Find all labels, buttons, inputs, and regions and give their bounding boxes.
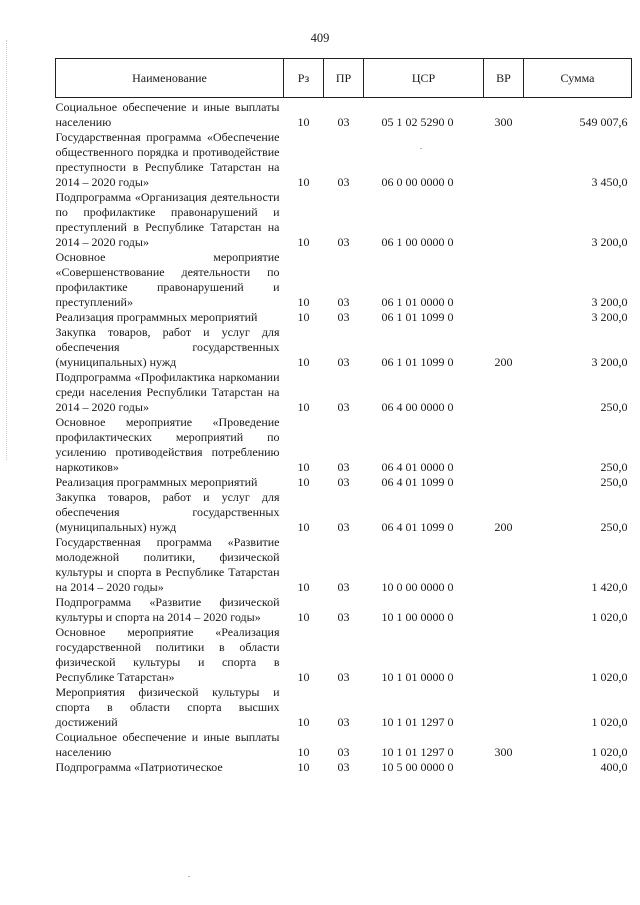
cell-vr [484, 250, 524, 310]
cell-vr: 300 [494, 745, 513, 759]
cell-rz: 10 [297, 310, 310, 324]
header-sum: Сумма [524, 59, 632, 98]
cell-pr: 03 [337, 400, 350, 414]
cell-pr: 03 [337, 310, 350, 324]
cell-sum: 3 200,0 [591, 355, 628, 369]
table-row [56, 98, 632, 131]
cell-rz: 10 [297, 460, 310, 474]
table-row [56, 730, 632, 760]
cell-rz: 10 [297, 475, 310, 489]
cell-pr: 03 [337, 235, 350, 249]
cell-sum: 400,0 [600, 760, 628, 774]
cell-rz: 10 [297, 175, 310, 189]
cell-rz: 10 [297, 670, 310, 684]
cell-rz: 10 [297, 715, 310, 729]
cell-name: Основное мероприятие «Проведение профилактических мероприятий по усилению противодействия потреблению наркотиков» [55, 415, 280, 474]
cell-vr [484, 475, 524, 490]
cell-csr: 10 1 00 0000 0 [381, 610, 454, 624]
cell-csr: 06 4 00 0000 0 [381, 400, 454, 414]
table-row [56, 625, 632, 685]
cell-pr: 03 [337, 760, 350, 774]
cell-csr: 10 1 01 0000 0 [381, 670, 454, 684]
header-rz: Рз [284, 59, 324, 98]
cell-vr [484, 685, 524, 730]
table-row [56, 190, 632, 250]
cell-vr [484, 190, 524, 250]
cell-pr: 03 [337, 520, 350, 534]
cell-name: Закупка товаров, работ и услуг для обеспечения государственных (муниципальных) нужд [55, 325, 280, 369]
cell-sum: 250,0 [600, 460, 628, 474]
cell-sum: 250,0 [600, 475, 628, 489]
table-row [56, 310, 632, 325]
table-row [56, 415, 632, 475]
cell-rz: 10 [297, 115, 310, 129]
cell-pr: 03 [337, 745, 350, 759]
cell-pr: 03 [337, 115, 350, 129]
table-row [56, 595, 632, 625]
cell-vr: 200 [494, 355, 513, 369]
cell-csr: 06 1 01 1099 0 [381, 310, 454, 324]
cell-name: Подпрограмма «Профилактика наркомании среди населения Республики Татарстан на 2014 – 2020 годы» [55, 370, 280, 414]
cell-csr: 06 4 01 1099 0 [381, 475, 454, 489]
table-header-row [56, 59, 632, 98]
cell-sum: 1 020,0 [591, 610, 628, 624]
cell-sum: 3 200,0 [591, 295, 628, 309]
cell-sum: 1 020,0 [591, 715, 628, 729]
cell-name: Подпрограмма «Патриотическое [55, 760, 223, 774]
cell-csr: 06 1 00 0000 0 [381, 235, 454, 249]
cell-name: Социальное обеспечение и иные выплаты населению [55, 100, 280, 129]
header-vr: ВР [484, 59, 524, 98]
table-row [56, 475, 632, 490]
cell-sum: 250,0 [600, 400, 628, 414]
cell-rz: 10 [297, 355, 310, 369]
table-row [56, 325, 632, 370]
cell-sum: 3 200,0 [591, 310, 628, 324]
cell-pr: 03 [337, 460, 350, 474]
cell-vr [484, 535, 524, 595]
cell-name: Мероприятия физической культуры и спорта в области спорта высших достижений [55, 685, 280, 729]
cell-rz: 10 [297, 295, 310, 309]
cell-sum: 549 007,6 [579, 115, 628, 129]
cell-rz: 10 [297, 610, 310, 624]
cell-csr: 05 1 02 5290 0 [381, 115, 454, 129]
table-row [56, 250, 632, 310]
cell-sum: 1 420,0 [591, 580, 628, 594]
cell-csr: 06 0 00 0000 0 [381, 175, 454, 189]
cell-csr: 06 4 01 1099 0 [381, 520, 454, 534]
cell-rz: 10 [297, 400, 310, 414]
cell-rz: 10 [297, 745, 310, 759]
binding-margin-dots [6, 40, 8, 460]
cell-csr: 10 5 00 0000 0 [381, 760, 454, 774]
table-row [56, 130, 632, 190]
cell-csr: 10 1 01 1297 0 [381, 745, 454, 759]
header-pr: ПР [324, 59, 364, 98]
page-number: 409 [310, 31, 330, 45]
budget-table [55, 58, 632, 775]
header-name: Наименование [56, 59, 284, 98]
table-row [56, 535, 632, 595]
cell-sum: 1 020,0 [591, 745, 628, 759]
cell-csr: 06 4 01 0000 0 [381, 460, 454, 474]
scan-speck [188, 876, 190, 877]
cell-name: Государственная программа «Обеспечение общественного порядка и противодействие преступности в Республике Татарстан на 2014 – 2020 годы» [55, 130, 280, 189]
cell-name: Основное мероприятие «Совершенствование деятельности по профилактике правонарушений и преступлений» [55, 250, 280, 309]
cell-rz: 10 [297, 235, 310, 249]
cell-sum: 1 020,0 [591, 670, 628, 684]
cell-vr [484, 625, 524, 685]
cell-vr [484, 595, 524, 625]
cell-pr: 03 [337, 295, 350, 309]
cell-name: Закупка товаров, работ и услуг для обеспечения государственных (муниципальных) нужд [55, 490, 280, 534]
cell-name: Реализация программных мероприятий [55, 475, 258, 489]
cell-pr: 03 [337, 670, 350, 684]
cell-csr: 10 0 00 0000 0 [381, 580, 454, 594]
cell-pr: 03 [337, 715, 350, 729]
cell-pr: 03 [337, 175, 350, 189]
cell-vr: 300 [494, 115, 513, 129]
header-csr: ЦСР [364, 59, 484, 98]
cell-name: Реализация программных мероприятий [55, 310, 258, 324]
cell-pr: 03 [337, 610, 350, 624]
cell-name: Подпрограмма «Организация деятельности по профилактике правонарушений и преступлений в Республике Татарстан на 2014 – 2020 годы» [55, 190, 280, 249]
table-row [56, 760, 632, 775]
cell-name: Основное мероприятие «Реализация государственной политики в области физической культуры и спорта в Республике Татарстан» [55, 625, 280, 684]
table-row [56, 370, 632, 415]
table-row [56, 685, 632, 730]
cell-pr: 03 [337, 580, 350, 594]
cell-sum: 3 450,0 [591, 175, 628, 189]
cell-csr: 06 1 01 1099 0 [381, 355, 454, 369]
cell-vr: 200 [494, 520, 513, 534]
cell-pr: 03 [337, 355, 350, 369]
table-row [56, 490, 632, 535]
cell-csr: 06 1 01 0000 0 [381, 295, 454, 309]
cell-vr [484, 760, 524, 775]
cell-vr [484, 310, 524, 325]
cell-rz: 10 [297, 580, 310, 594]
cell-vr [484, 370, 524, 415]
cell-csr: 10 1 01 1297 0 [381, 715, 454, 729]
cell-pr: 03 [337, 475, 350, 489]
cell-name: Государственная программа «Развитие молодежной политики, физической культуры и спорта в Республике Татарстан на 2014 – 2020 годы» [55, 535, 280, 594]
cell-rz: 10 [297, 520, 310, 534]
cell-name: Подпрограмма «Развитие физической культуры и спорта на 2014 – 2020 годы» [55, 595, 280, 624]
cell-sum: 3 200,0 [591, 235, 628, 249]
cell-sum: 250,0 [600, 520, 628, 534]
cell-rz: 10 [297, 760, 310, 774]
cell-vr [484, 130, 524, 190]
cell-name: Социальное обеспечение и иные выплаты населению [55, 730, 280, 759]
cell-vr [484, 415, 524, 475]
